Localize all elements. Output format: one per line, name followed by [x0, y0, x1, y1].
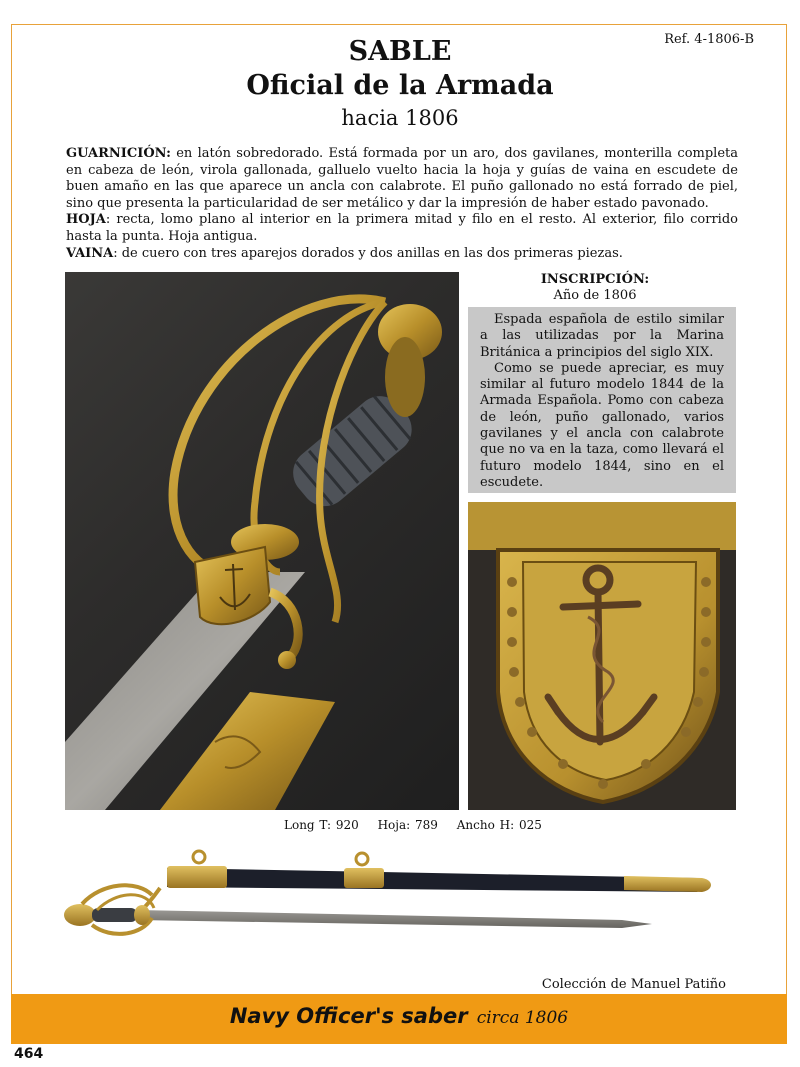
- guarnicion-label: GUARNICIÓN:: [66, 146, 171, 161]
- inscription-heading: INSCRIPCIÓN:: [540, 272, 650, 287]
- full-sword-photo: [62, 840, 717, 965]
- commentary-box: [468, 307, 736, 493]
- vaina-label: VAINA: [66, 245, 114, 261]
- blade-width: Ancho H: 025: [456, 818, 542, 832]
- total-length: Long T: 920: [284, 818, 359, 832]
- inscription-value: Año de 1806: [553, 288, 637, 303]
- anchor-detail-photo: [468, 502, 736, 810]
- vaina-text: : de cuero con tres aparejos dorados y dos anillas en las dos primeras piezas.: [113, 245, 623, 261]
- page-date: hacia 1806: [341, 106, 459, 130]
- hoja-paragraph: [66, 212, 738, 245]
- hilt-illustration: [65, 272, 459, 810]
- blade-length: Hoja: 789: [377, 818, 438, 832]
- full-sword-illustration: [62, 840, 717, 965]
- english-title-banner: [11, 994, 787, 1044]
- collection-credit: Colección de Manuel Patiño: [541, 977, 726, 992]
- english-title: Navy Officer's saber: [229, 1004, 468, 1028]
- page-title: SABLE: [348, 36, 452, 67]
- page-subtitle: Oficial de la Armada: [246, 70, 554, 101]
- dimensions: [284, 818, 556, 832]
- description: [66, 146, 738, 262]
- anchor-illustration: [468, 502, 736, 810]
- page-number: 464: [14, 1046, 44, 1062]
- english-date: circa 1806: [476, 1008, 569, 1028]
- guarnicion-text: en latón sobredorado. Está formada por un aro, dos gavilanes, monterilla completa en cabeza de león, virola gallonada, galluelo vuelto hacia la hoja y guías de vaina en escudete de buen amaño en las que aparece un ancla con calabrote. El puño gallonado no está forrado de piel, sino que presenta la particularidad de ser metálico y dar la impresión de haber estado pavonado.: [66, 146, 738, 211]
- reference-code: Ref. 4-1806-B: [664, 32, 754, 47]
- commentary-paragraph-1: Espada española de estilo similar a las utilizadas por la Marina Británica a principios del siglo XIX.: [480, 312, 724, 360]
- hoja-text: : recta, lomo plano al interior en la primera mitad y filo en el resto. Al exterior, filo corrido hasta la punta. Hoja antigua.: [66, 212, 738, 244]
- hilt-photo: [65, 272, 459, 810]
- hoja-label: HOJA: [66, 212, 106, 228]
- vaina-paragraph: [66, 246, 738, 263]
- guarnicion-paragraph: [66, 146, 738, 212]
- commentary-paragraph-2: Como se puede apreciar, es muy similar al futuro modelo 1844 de la Armada Española. Pomo con cabeza de león, puño gallonado, varios gavilanes y el ancla con calabrote que no va en la taza, como llevará el futuro modelo 1844, sino en el escudete.: [480, 360, 724, 490]
